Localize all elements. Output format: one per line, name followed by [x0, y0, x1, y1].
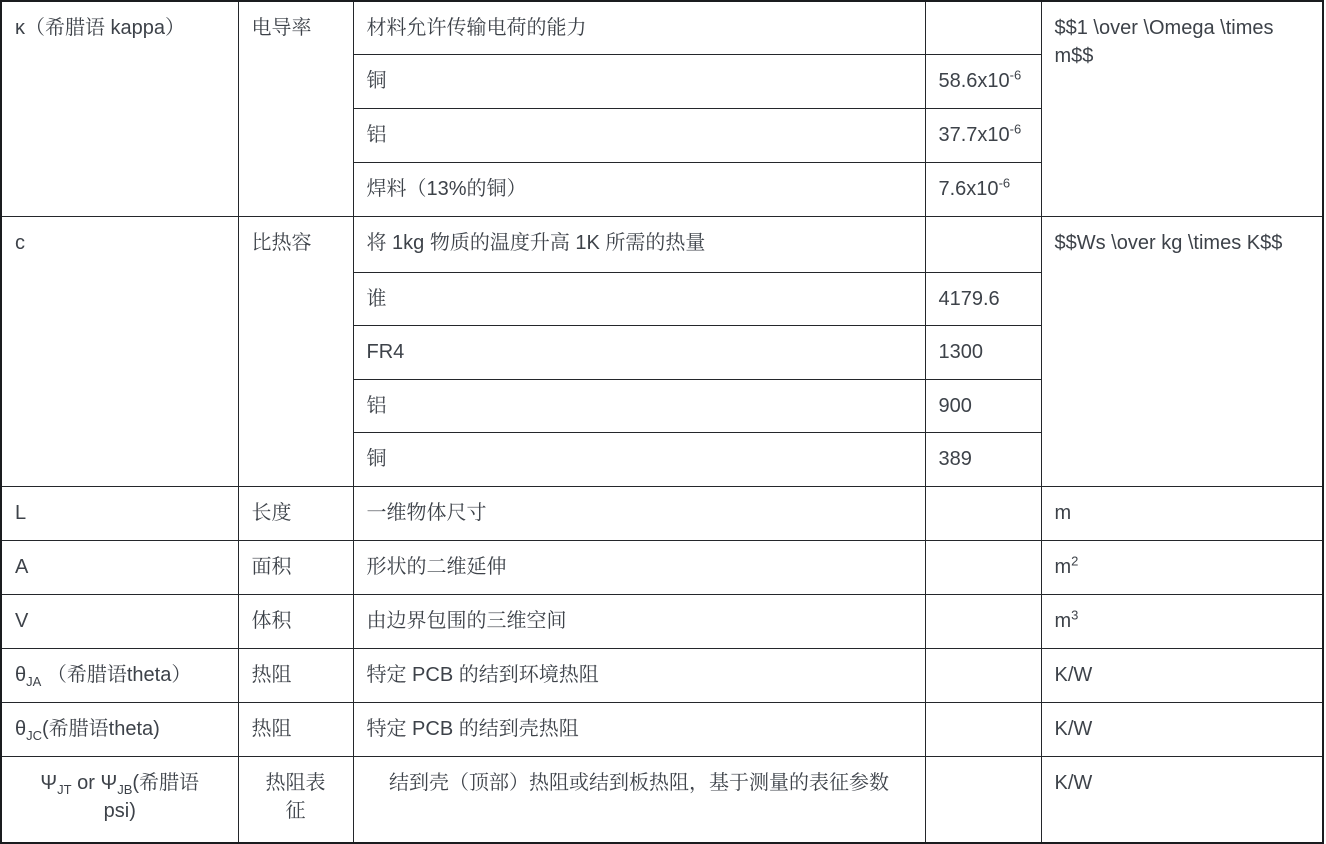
material-text: 铜 — [366, 448, 387, 470]
material-cell — [353, 55, 925, 109]
description-text: 特定 PCB 的结到环境热阻 — [366, 664, 599, 686]
material-text: 焊料（13%的铜） — [366, 178, 527, 200]
value-cell — [925, 757, 1041, 843]
description-cell — [353, 703, 925, 757]
symbol-cell — [1, 487, 238, 541]
property-name-text: 面积 — [251, 556, 292, 578]
symbol-suffix: (希腊语 psi) — [103, 772, 200, 822]
property-name-text: 体积 — [251, 610, 292, 632]
unit-base: K/W — [1054, 772, 1093, 794]
description-cell — [353, 1, 925, 55]
value-base: 37.7x10 — [938, 124, 1010, 146]
property-name-text: 比热容 — [251, 232, 312, 254]
value-base: 7.6x10 — [938, 178, 999, 200]
property-name-text: 热阻表征 — [265, 772, 326, 822]
value-cell — [925, 1, 1041, 55]
property-name-cell — [238, 541, 353, 595]
material-text: 谁 — [366, 288, 387, 310]
symbol-or-text: or — [71, 772, 101, 794]
unit-cell — [1041, 595, 1323, 649]
property-name-cell — [238, 595, 353, 649]
unit-exponent: 3 — [1071, 607, 1079, 623]
table-row — [1, 1, 1323, 55]
material-cell — [353, 326, 925, 380]
symbol-cell — [1, 217, 238, 487]
material-value-cell — [925, 109, 1041, 163]
unit-cell — [1041, 757, 1323, 843]
symbol-text: κ（希腊语 kappa） — [15, 17, 186, 39]
value-base: 4179.6 — [938, 288, 1000, 310]
value-exponent: -6 — [1009, 67, 1022, 83]
description-cell — [353, 217, 925, 273]
description-cell — [353, 541, 925, 595]
material-value-cell — [925, 273, 1041, 326]
symbol-subscript: JC — [26, 728, 43, 743]
unit-cell — [1041, 649, 1323, 703]
unit-latex-text: $$1 \over \Omega \times m$$ — [1054, 17, 1274, 67]
material-value-cell — [925, 55, 1041, 109]
material-value-cell — [925, 380, 1041, 433]
description-cell — [353, 757, 925, 843]
unit-exponent: 2 — [1071, 553, 1079, 569]
value-cell — [925, 541, 1041, 595]
value-base: 58.6x10 — [938, 70, 1010, 92]
symbol-group — [22, 769, 218, 825]
table-row — [1, 757, 1323, 843]
symbol-theta: θ — [15, 664, 27, 686]
unit-latex-text: $$Ws \over kg \times K$$ — [1054, 232, 1283, 254]
property-name-cell — [238, 703, 353, 757]
material-text: 铝 — [366, 395, 387, 417]
table-row — [1, 649, 1323, 703]
unit-base: m — [1054, 610, 1072, 632]
symbol-text: L — [15, 502, 27, 524]
symbol-psi-jb: Ψ — [100, 772, 118, 794]
table-row — [1, 541, 1323, 595]
table-row — [1, 703, 1323, 757]
value-base: 900 — [938, 395, 972, 417]
description-cell — [353, 649, 925, 703]
material-value-cell — [925, 163, 1041, 217]
description-text: 结到壳（顶部）热阻或结到板热阻，基于测量的表征参数 — [389, 772, 889, 794]
table-row — [1, 217, 1323, 273]
material-text: 铝 — [366, 124, 387, 146]
unit-cell — [1041, 703, 1323, 757]
property-name-text: 长度 — [251, 502, 292, 524]
symbol-subscript-jt: JT — [57, 782, 72, 797]
symbol-cell — [1, 595, 238, 649]
material-cell — [353, 273, 925, 326]
symbol-cell — [1, 541, 238, 595]
property-name-cell — [238, 757, 353, 843]
property-name-text: 电导率 — [251, 17, 312, 39]
property-name-cell — [238, 217, 353, 487]
symbol-subscript-jb: JB — [117, 782, 133, 797]
description-cell — [353, 487, 925, 541]
symbol-suffix: （希腊语theta） — [41, 664, 192, 686]
description-cell — [353, 595, 925, 649]
unit-cell — [1041, 541, 1323, 595]
symbol-theta: θ — [15, 718, 27, 740]
unit-base: m — [1054, 502, 1072, 524]
material-text: FR4 — [366, 341, 405, 363]
symbol-cell — [1, 703, 238, 757]
material-cell — [353, 433, 925, 487]
description-text: 一维物体尺寸 — [366, 502, 487, 524]
value-cell — [925, 703, 1041, 757]
material-cell — [353, 109, 925, 163]
symbol-psi-jt: Ψ — [40, 772, 58, 794]
description-text: 形状的二维延伸 — [366, 556, 507, 578]
unit-cell — [1041, 217, 1323, 487]
material-cell — [353, 380, 925, 433]
symbol-text: A — [15, 556, 29, 578]
unit-base: m — [1054, 556, 1072, 578]
material-value-cell — [925, 433, 1041, 487]
symbol-subscript: JA — [26, 674, 42, 689]
value-cell — [925, 649, 1041, 703]
property-name-text: 热阻 — [251, 718, 292, 740]
value-cell — [925, 595, 1041, 649]
description-text: 特定 PCB 的结到壳热阻 — [366, 718, 579, 740]
value-exponent: -6 — [1009, 121, 1022, 137]
unit-base: K/W — [1054, 664, 1093, 686]
unit-base: K/W — [1054, 718, 1093, 740]
property-name-cell — [238, 1, 353, 217]
description-text: 材料允许传输电荷的能力 — [366, 17, 587, 39]
symbol-suffix: (希腊语theta) — [42, 718, 160, 740]
table-row — [1, 487, 1323, 541]
value-cell — [925, 217, 1041, 273]
material-value-cell — [925, 326, 1041, 380]
value-base: 389 — [938, 448, 972, 470]
unit-cell — [1041, 1, 1323, 217]
unit-cell — [1041, 487, 1323, 541]
value-base: 1300 — [938, 341, 983, 363]
material-cell — [353, 163, 925, 217]
description-text: 由边界包围的三维空间 — [366, 610, 567, 632]
value-exponent: -6 — [998, 175, 1011, 191]
symbol-text: c — [15, 232, 25, 254]
property-name-cell — [238, 649, 353, 703]
description-text: 将 1kg 物质的温度升高 1K 所需的热量 — [366, 232, 706, 254]
value-cell — [925, 487, 1041, 541]
symbol-cell — [1, 1, 238, 217]
symbol-cell — [1, 757, 238, 843]
symbol-text: V — [15, 610, 29, 632]
property-name-cell — [238, 487, 353, 541]
symbol-cell — [1, 649, 238, 703]
table-row — [1, 595, 1323, 649]
property-name-text: 热阻 — [251, 664, 292, 686]
material-text: 铜 — [366, 70, 387, 92]
